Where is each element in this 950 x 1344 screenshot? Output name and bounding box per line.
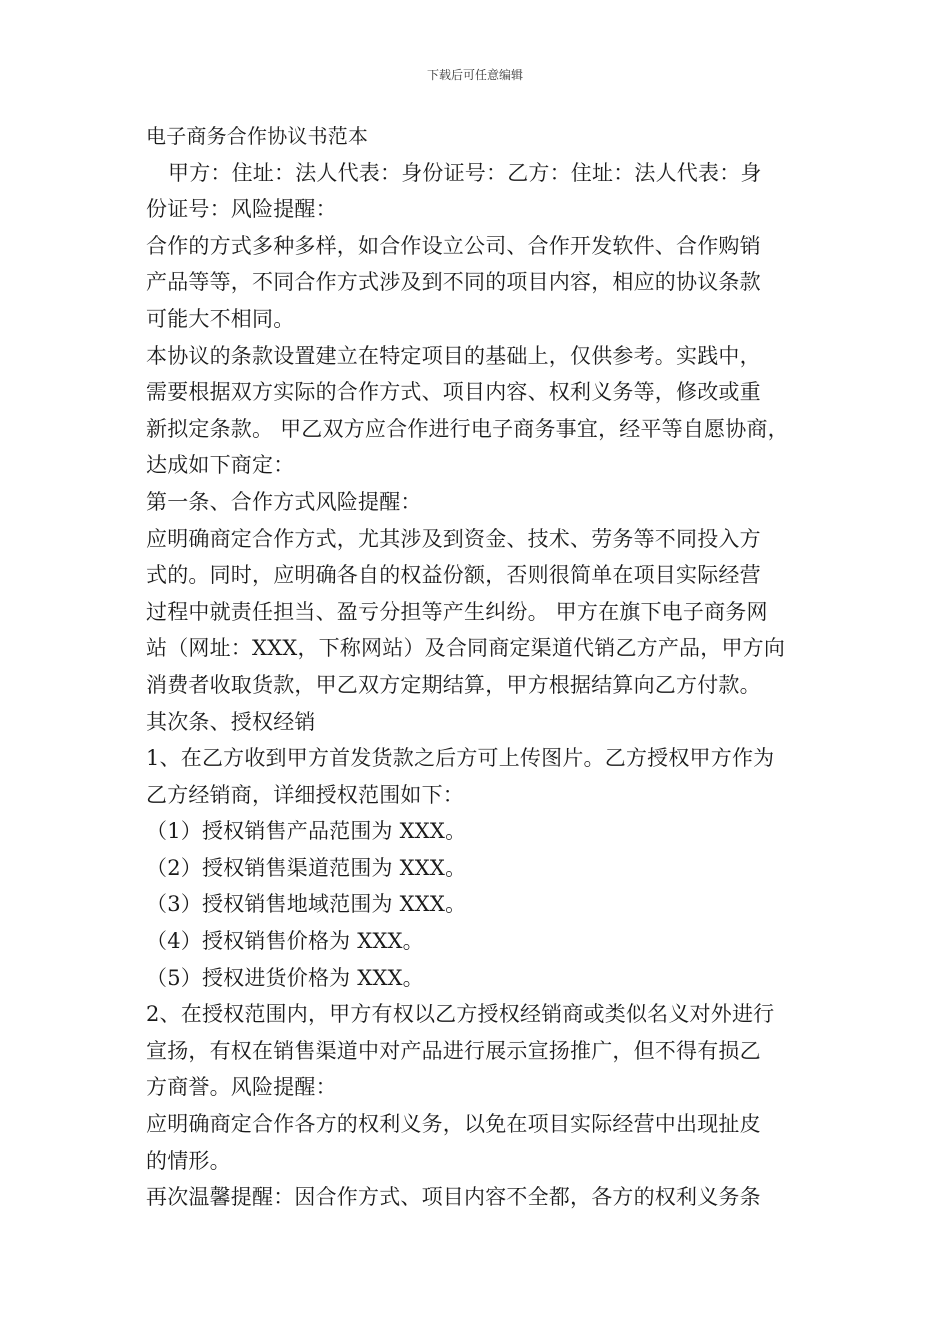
text-line: 甲方：住址：法人代表：身份证号：乙方：住址：法人代表：身 (168, 160, 762, 185)
list-item: （5）授权进货价格为 XXX。 (146, 965, 424, 990)
list-item: （3）授权销售地域范围为 XXX。 (146, 892, 467, 917)
text-line: 式的。同时，应明确各自的权益份额，否则很简单在项目实际经营 (146, 563, 761, 588)
list-item: （4）授权销售价格为 XXX。 (146, 929, 424, 954)
list-item: （2）授权销售渠道范围为 XXX。 (146, 855, 467, 880)
text-line: 再次温馨提醒：因合作方式、项目内容不全都，各方的权利义务条 (146, 1185, 761, 1210)
header-note: 下载后可任意编辑 (426, 68, 523, 82)
text-line: 产品等等，不同合作方式涉及到不同的项目内容，相应的协议条款 (146, 270, 761, 295)
text-line: 消费者收取货款，甲乙双方定期结算，甲方根据结算向乙方付款。 (146, 672, 761, 697)
text-line: 宣扬，有权在销售渠道中对产品进行展示宣扬推广，但不得有损乙 (146, 1038, 761, 1063)
text-line: 1、在乙方收到甲方首发货款之后方可上传图片。乙方授权甲方作为 (146, 746, 775, 771)
list-item: （1）授权销售产品范围为 XXX。 (146, 819, 467, 844)
section-heading: 第一条、合作方式风险提醒： (146, 489, 422, 514)
text-line: 站（网址：XXX，下称网站）及合同商定渠道代销乙方产品，甲方向 (146, 636, 786, 661)
text-line: 可能大不相同。 (146, 306, 295, 331)
text-line: 应明确商定合作各方的权利义务，以免在项目实际经营中出现扯皮 (146, 1112, 761, 1137)
text-line: 2、在授权范围内，甲方有权以乙方授权经销商或类似名义对外进行 (146, 1002, 775, 1027)
text-line: 方商誉。风险提醒： (146, 1075, 337, 1100)
text-line: 应明确商定合作方式，尤其涉及到资金、技术、劳务等不同投入方 (146, 526, 761, 551)
text-line: 新拟定条款。 甲乙双方应合作进行电子商务事宜，经平等自愿协商， (146, 416, 789, 441)
text-line: 份证号：风险提醒： (146, 197, 337, 222)
text-line: 乙方经销商，详细授权范围如下： (146, 782, 464, 807)
text-line: 的情形。 (146, 1148, 231, 1173)
section-heading: 其次条、授权经销 (146, 709, 316, 734)
document-title: 电子商务合作协议书范本 (146, 124, 369, 148)
text-line: 合作的方式多种多样，如合作设立公司、合作开发软件、合作购销 (146, 233, 761, 258)
text-line: 需要根据双方实际的合作方式、项目内容、权利义务等，修改或重 (146, 380, 761, 405)
document-body (146, 118, 806, 1216)
text-line: 过程中就责任担当、盈亏分担等产生纠纷。 甲方在旗下电子商务网 (146, 599, 768, 624)
text-line: 达成如下商定： (146, 453, 295, 478)
text-line: 本协议的条款设置建立在特定项目的基础上，仅供参考。实践中， (146, 343, 761, 368)
